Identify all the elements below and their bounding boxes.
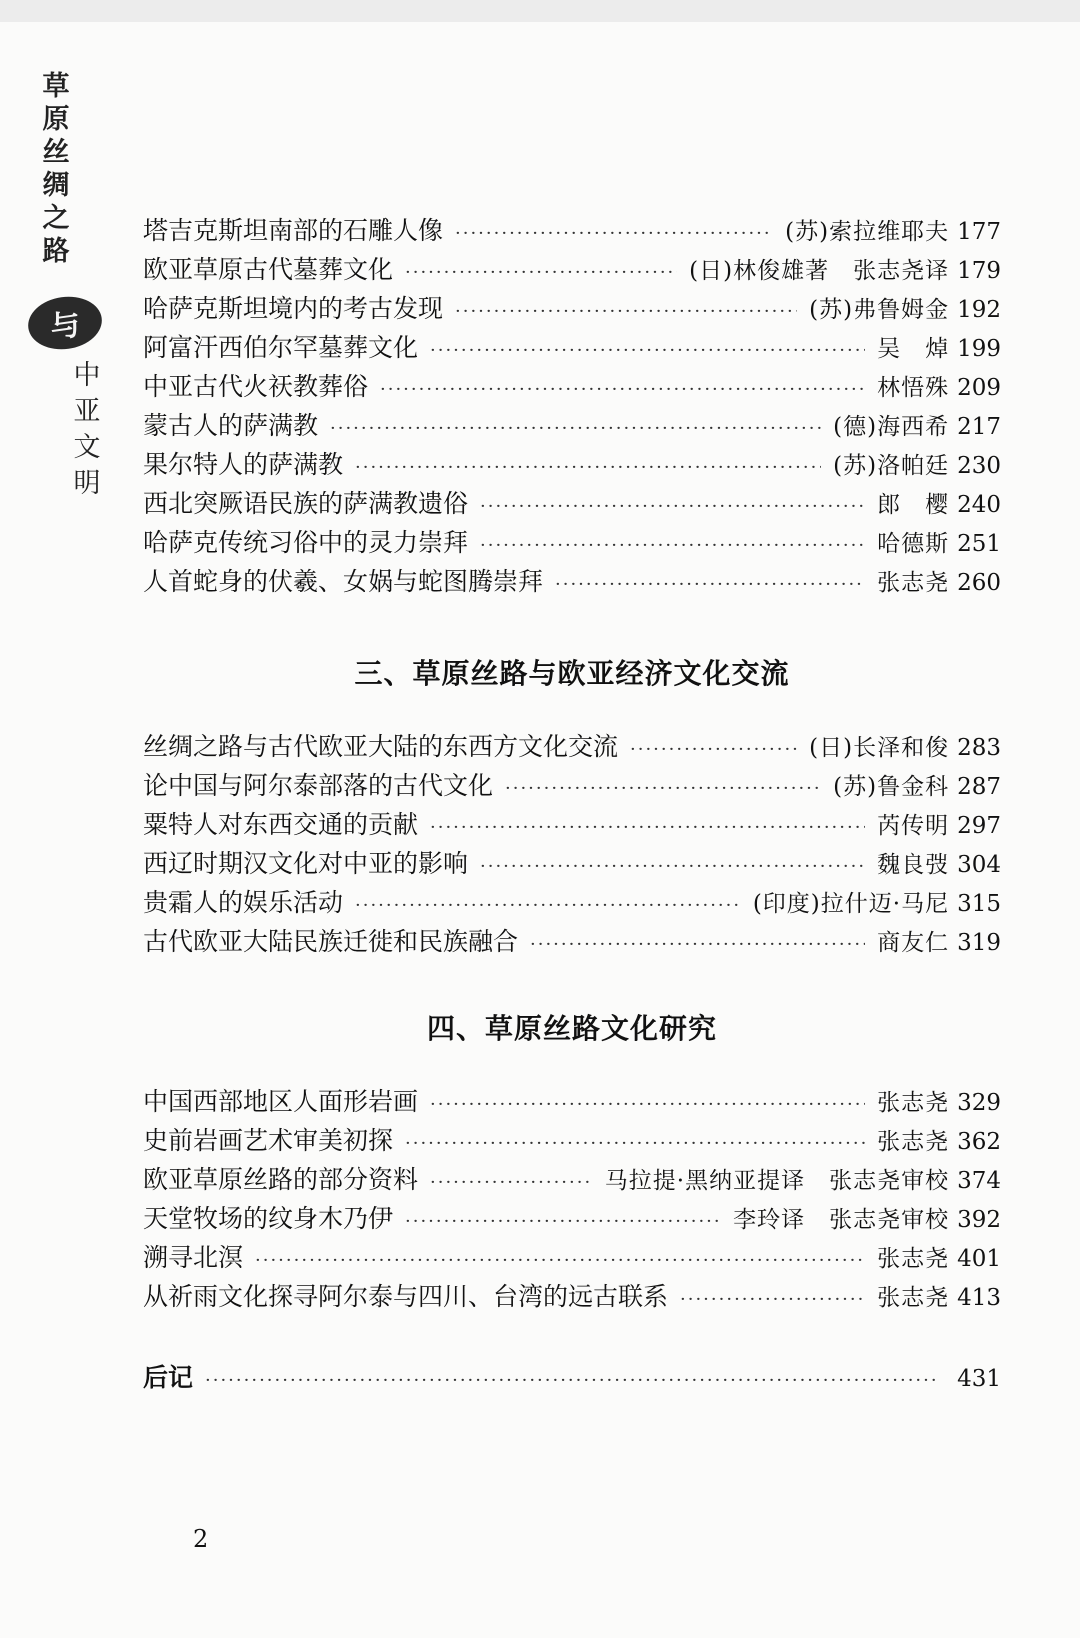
- toc-entry[interactable]: [143, 252, 1001, 288]
- side-title-char: 原: [42, 104, 70, 135]
- side-sub-char: 文: [73, 432, 101, 463]
- entry-author: (日)林俊雄著 张志尧译: [689, 258, 950, 284]
- leader-dots: [380, 372, 865, 408]
- side-badge: 与: [25, 292, 106, 354]
- entry-title: 西辽时期汉文化对中亚的影响: [143, 849, 469, 878]
- entry-page: 392: [957, 1207, 1001, 1233]
- entry-author: 张志尧: [877, 1090, 950, 1116]
- toc-entry[interactable]: [143, 1279, 1001, 1315]
- entry-title: 古代欧亚大陆民族迁徙和民族融合: [143, 927, 519, 956]
- entry-title: 欧亚草原古代墓葬文化: [143, 255, 394, 284]
- entry-title: 史前岩画艺术审美初探: [143, 1126, 394, 1155]
- entry-page: 287: [957, 774, 1001, 800]
- leader-dots: [405, 1204, 721, 1240]
- entry-author: (苏)弗鲁姆金: [809, 297, 950, 323]
- side-title-char: 草: [42, 71, 70, 102]
- toc-entry[interactable]: [143, 1201, 1001, 1237]
- entry-title: 西北突厥语民族的萨满教遗俗: [143, 489, 469, 518]
- entry-title: 粟特人对东西交通的贡献: [143, 810, 419, 839]
- entry-page: 431: [957, 1366, 1001, 1392]
- leader-dots: [430, 1165, 593, 1201]
- side-title-char: 路: [42, 236, 70, 267]
- entry-title: 丝绸之路与古代欧亚大陆的东西方文化交流: [143, 732, 619, 761]
- entry-title: 中国西部地区人面形岩画: [143, 1087, 419, 1116]
- entry-title: 阿富汗西伯尔罕墓葬文化: [143, 333, 419, 362]
- toc-entry[interactable]: [143, 369, 1001, 405]
- entry-author: 张志尧: [877, 1246, 950, 1272]
- entry-page: 283: [957, 735, 1001, 761]
- entry-author: (苏)洛帕廷: [833, 453, 950, 479]
- side-book-subtitle: [70, 358, 104, 502]
- afterword-title: 后记: [143, 1363, 194, 1392]
- toc-entry[interactable]: [143, 525, 1001, 561]
- leader-dots: [330, 411, 821, 447]
- entry-page: 209: [957, 375, 1001, 401]
- side-title-char: 绸: [42, 170, 70, 201]
- side-book-title: [36, 70, 76, 268]
- toc-entry[interactable]: [143, 486, 1001, 522]
- entry-title: 欧亚草原丝路的部分资料: [143, 1165, 419, 1194]
- side-title-char: 之: [42, 203, 70, 234]
- leader-dots: [630, 732, 797, 768]
- entry-author: 商友仁: [877, 930, 950, 956]
- entry-author: 李玲译 张志尧审校: [733, 1207, 950, 1233]
- leader-dots: [680, 1282, 865, 1318]
- entry-title: 人首蛇身的伏羲、女娲与蛇图腾崇拜: [143, 567, 544, 596]
- entry-author: 林悟殊: [877, 375, 950, 401]
- entry-author: 魏良弢: [877, 852, 950, 878]
- leader-dots: [480, 849, 865, 885]
- leader-dots: [430, 333, 865, 369]
- entry-author: 张志尧: [877, 1285, 950, 1311]
- toc-entry[interactable]: [143, 729, 1001, 765]
- toc-entry[interactable]: [143, 330, 1001, 366]
- leader-dots: [480, 489, 865, 525]
- entry-page: 413: [957, 1285, 1001, 1311]
- leader-dots: [405, 1126, 865, 1162]
- entry-page: 297: [957, 813, 1001, 839]
- leader-dots: [405, 255, 677, 291]
- entry-page: 319: [957, 930, 1001, 956]
- leader-dots: [355, 450, 821, 486]
- entry-page: 362: [957, 1129, 1001, 1155]
- leader-dots: [555, 567, 865, 603]
- entry-title: 果尔特人的萨满教: [143, 450, 344, 479]
- entry-page: 192: [957, 297, 1001, 323]
- entry-author: (苏)鲁金科: [833, 774, 950, 800]
- entry-title: 哈萨克传统习俗中的灵力崇拜: [143, 528, 469, 557]
- entry-page: 401: [957, 1246, 1001, 1272]
- leader-dots: [205, 1363, 937, 1399]
- side-title-char: 丝: [42, 137, 70, 168]
- entry-title: 哈萨克斯坦境内的考古发现: [143, 294, 444, 323]
- entry-page: 260: [957, 570, 1001, 596]
- entry-page: 217: [957, 414, 1001, 440]
- entry-author: 张志尧: [877, 1129, 950, 1155]
- toc-entry[interactable]: [143, 768, 1001, 804]
- page-number: 2: [193, 1525, 209, 1553]
- entry-page: 230: [957, 453, 1001, 479]
- toc-entry[interactable]: [143, 408, 1001, 444]
- toc-entry-afterword[interactable]: [143, 1360, 1001, 1396]
- section-heading: 三、草原丝路与欧亚经济文化交流: [354, 657, 790, 690]
- entry-author: 张志尧: [877, 570, 950, 596]
- section-heading: 四、草原丝路文化研究: [426, 1012, 717, 1045]
- entry-author: (日)长泽和俊: [809, 735, 950, 761]
- entry-title: 蒙古人的萨满教: [143, 411, 319, 440]
- leader-dots: [505, 771, 821, 807]
- entry-author: 吴 焯: [877, 336, 950, 362]
- toc-entry[interactable]: [143, 1123, 1001, 1159]
- entry-page: 374: [957, 1168, 1001, 1194]
- entry-author: (苏)索拉维耶夫: [785, 219, 950, 245]
- entry-page: 329: [957, 1090, 1001, 1116]
- entry-title: 天堂牧场的纹身木乃伊: [143, 1204, 394, 1233]
- entry-author: (德)海西希: [833, 414, 950, 440]
- side-sub-char: 亚: [73, 396, 101, 427]
- side-sub-char: 中: [73, 360, 101, 391]
- entry-author: 郎 樱: [877, 492, 950, 518]
- toc-entry[interactable]: [143, 447, 1001, 483]
- entry-page: 240: [957, 492, 1001, 518]
- entry-title: 溯寻北溟: [143, 1243, 244, 1272]
- leader-dots: [430, 1087, 865, 1123]
- leader-dots: [455, 216, 773, 252]
- entry-title: 从祈雨文化探寻阿尔泰与四川、台湾的远古联系: [143, 1282, 669, 1311]
- toc-entry[interactable]: [143, 564, 1001, 600]
- entry-author: (印度)拉什迈·马尼: [752, 891, 950, 917]
- toc-entry[interactable]: [143, 291, 1001, 327]
- leader-dots: [430, 810, 865, 846]
- entry-title: 贵霜人的娱乐活动: [143, 888, 344, 917]
- entry-author: 哈德斯: [877, 531, 950, 557]
- toc-entry[interactable]: [143, 213, 1001, 249]
- entry-title: 论中国与阿尔泰部落的古代文化: [143, 771, 494, 800]
- entry-title: 塔吉克斯坦南部的石雕人像: [143, 216, 444, 245]
- toc-entry[interactable]: [143, 807, 1001, 843]
- leader-dots: [530, 927, 865, 963]
- entry-title: 中亚古代火祆教葬俗: [143, 372, 369, 401]
- leader-dots: [480, 528, 865, 564]
- entry-page: 177: [957, 219, 1001, 245]
- toc-entry[interactable]: [143, 885, 1001, 921]
- entry-page: 199: [957, 336, 1001, 362]
- entry-page: 179: [957, 258, 1001, 284]
- leader-dots: [455, 294, 797, 330]
- side-sub-char: 明: [73, 468, 101, 499]
- leader-dots: [355, 888, 741, 924]
- top-strip: [0, 0, 1080, 22]
- toc-entry[interactable]: [143, 924, 1001, 960]
- entry-author: 芮传明: [877, 813, 950, 839]
- entry-author: 马拉提·黑纳亚提译 张志尧审校: [604, 1168, 950, 1194]
- toc-entry[interactable]: [143, 846, 1001, 882]
- leader-dots: [255, 1243, 865, 1279]
- entry-page: 251: [957, 531, 1001, 557]
- entry-page: 315: [957, 891, 1001, 917]
- entry-page: 304: [957, 852, 1001, 878]
- toc-entry[interactable]: [143, 1240, 1001, 1276]
- toc-entry[interactable]: [143, 1162, 1001, 1198]
- toc-entry[interactable]: [143, 1084, 1001, 1120]
